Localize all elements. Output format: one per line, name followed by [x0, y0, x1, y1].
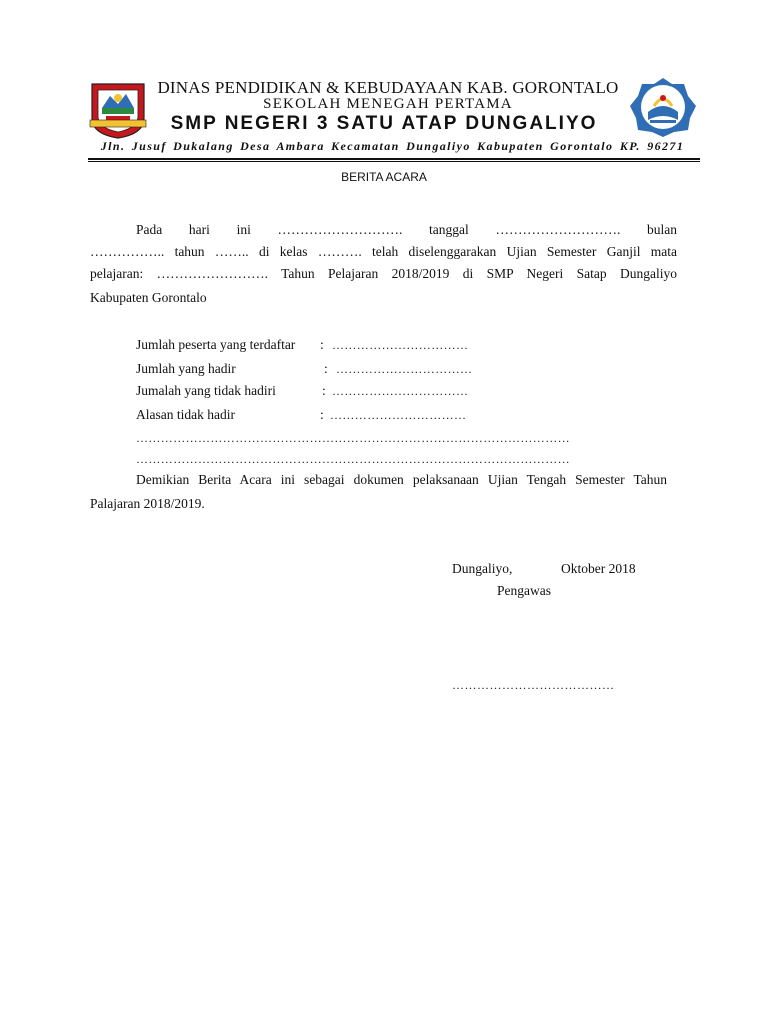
signature-name-line: ………………………………… — [452, 678, 615, 692]
field-label: Jumlah yang hadir — [136, 361, 236, 376]
agency-name: DINAS PENDIDIKAN & KEBUDAYAAN KAB. GORONTALO — [157, 78, 619, 97]
opening-line-3: pelajaran: ……………………. Tahun Pelajaran 2018/2019 di SMP Negeri Satap Dungaliyo — [90, 266, 677, 281]
school-level: SEKOLAH MENEGAH PERTAMA — [263, 96, 513, 112]
letterhead-divider-thin — [88, 161, 700, 162]
opening-line-4: Kabupaten Gorontalo — [90, 290, 207, 305]
school-address: Jln. Jusuf Dukalang Desa Ambara Kecamatan Dungaliyo Kabupaten Gorontalo KP. 96271 — [100, 139, 685, 153]
field-label: Jumlah peserta yang terdaftar — [136, 337, 296, 352]
signature-role: Pengawas — [497, 583, 551, 598]
field-registered-participants — [136, 336, 469, 354]
closing-line-1: Demikian Berita Acara ini sebagai dokumen pelaksanaan Ujian Tengah Semester Tahun — [136, 472, 667, 487]
tut-wuri-handayani-logo — [628, 76, 698, 138]
field-absent — [136, 382, 469, 400]
field-separator: : — [320, 337, 324, 352]
field-separator: : — [324, 361, 328, 376]
document-title: BERITA ACARA — [341, 170, 427, 184]
field-absence-reason — [136, 406, 467, 424]
field-blank: …………………………… — [332, 338, 469, 352]
opening-line-2: …………….. tahun …….. di kelas ………. telah diselenggarakan Ujian Semester Ganjil mata — [90, 244, 677, 259]
field-blank: …………………………… — [336, 362, 473, 376]
signature-date: Oktober 2018 — [561, 561, 636, 576]
blank-line-1: …………………………………………………………………………………………… — [136, 431, 570, 445]
field-label: Jumalah yang tidak hadiri — [136, 383, 276, 398]
field-blank: …………………………… — [330, 408, 467, 422]
letterhead-divider-thick — [88, 158, 700, 160]
field-blank: …………………………… — [332, 384, 469, 398]
opening-line-1: Pada hari ini ………………………. tanggal ………………………. bulan — [136, 222, 677, 237]
closing-line-2: Palajaran 2018/2019. — [90, 496, 205, 511]
field-separator: : — [320, 407, 324, 422]
signature-place: Dungaliyo, — [452, 561, 513, 576]
field-attending — [136, 360, 473, 378]
blank-line-2: …………………………………………………………………………………………… — [136, 452, 570, 466]
field-label: Alasan tidak hadir — [136, 407, 235, 422]
regency-emblem-logo — [88, 78, 148, 140]
school-name: SMP NEGERI 3 SATU ATAP DUNGALIYO — [170, 113, 598, 134]
field-separator: : — [322, 383, 326, 398]
